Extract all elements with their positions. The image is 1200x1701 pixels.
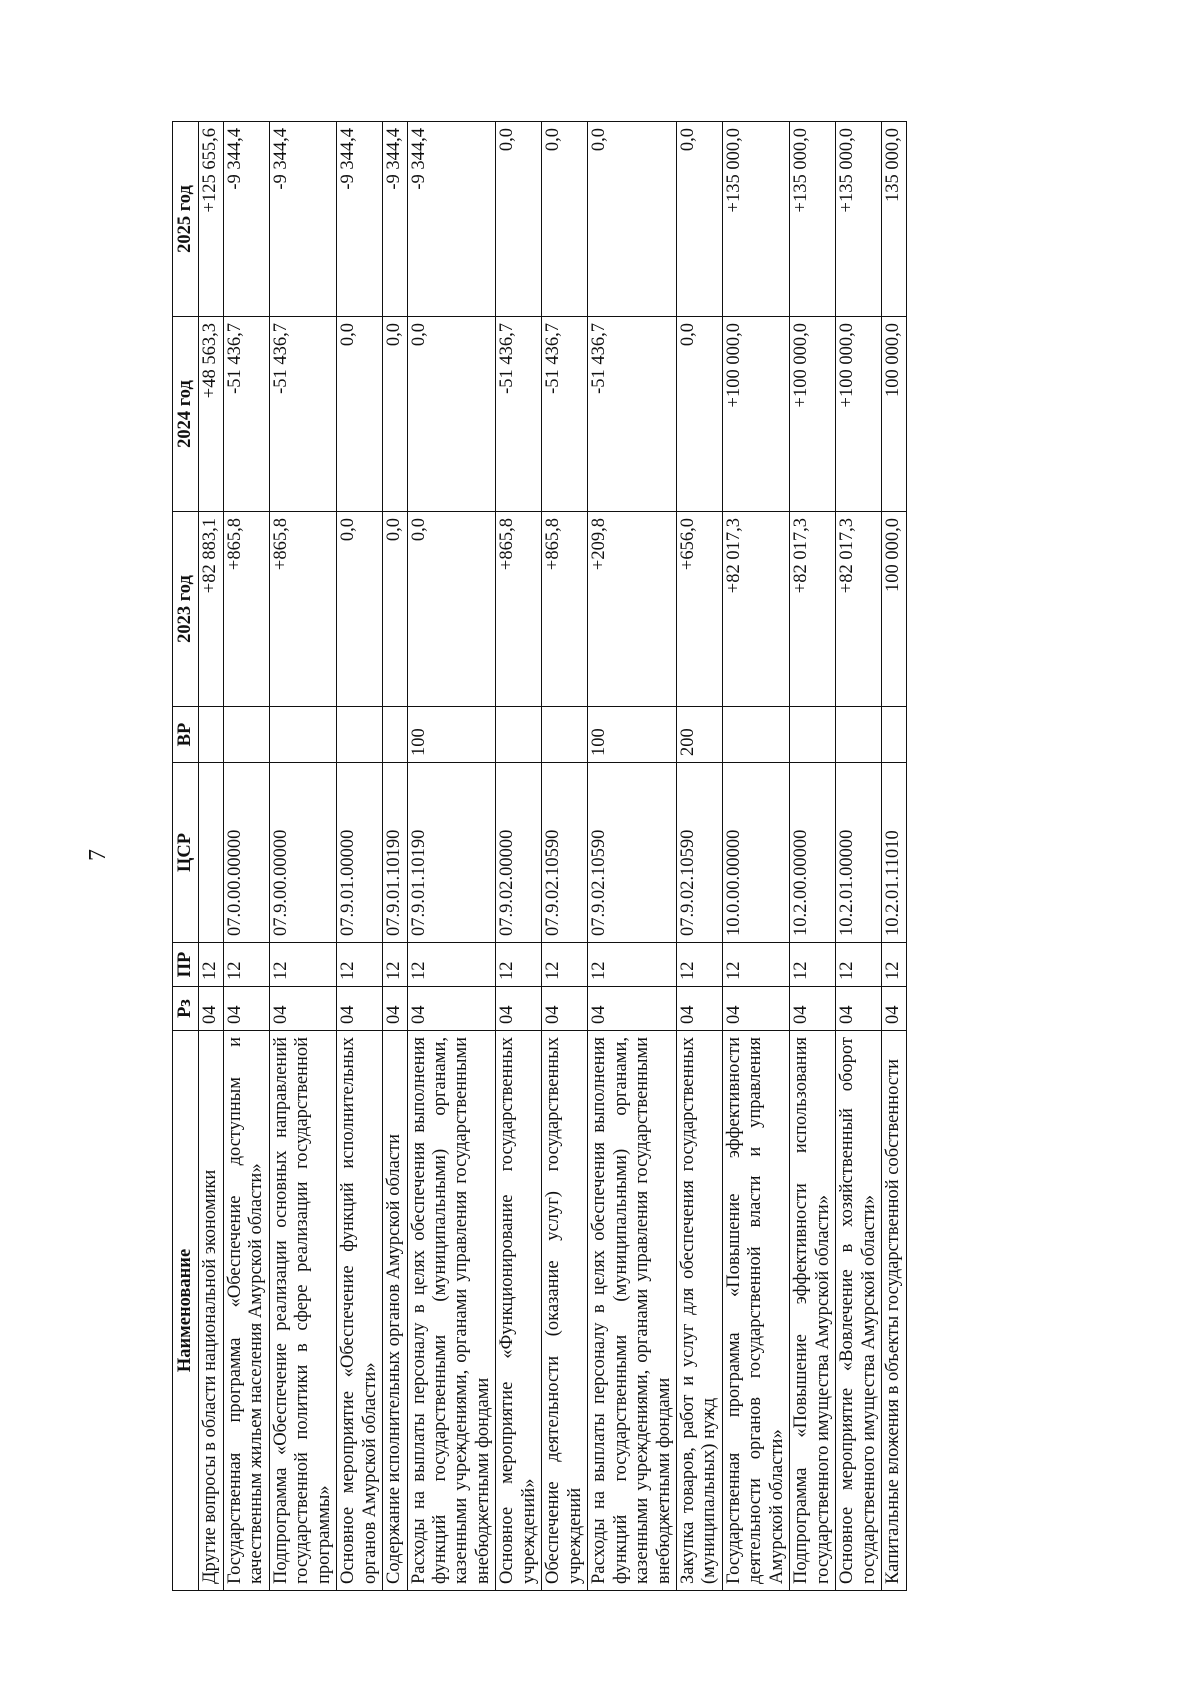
cell-2023: 0,0 [337, 512, 383, 707]
cell-2025: -9 344,4 [383, 122, 407, 317]
cell-2024: +100 000,0 [722, 317, 789, 512]
header-vr: ВР [173, 707, 199, 763]
cell-name: Государственная программа «Обеспечение доступным и качественным жильем населения Амурской области» [223, 1031, 269, 1591]
cell-vr [790, 707, 836, 763]
cell-2023: +82 883,1 [199, 512, 223, 707]
header-name: Наименование [173, 1031, 199, 1591]
cell-2025: -9 344,4 [223, 122, 269, 317]
cell-csr: 07.9.02.10590 [676, 763, 722, 943]
cell-2024: -51 436,7 [496, 317, 542, 512]
table-row [722, 122, 789, 1591]
cell-pr: 12 [790, 943, 836, 987]
cell-name: Обеспечение деятельности (оказание услуг) государственных учреждений [542, 1031, 588, 1591]
cell-2025: 0,0 [588, 122, 677, 317]
cell-vr [882, 707, 906, 763]
cell-vr [722, 707, 789, 763]
cell-csr: 07.9.01.10190 [407, 763, 496, 943]
cell-vr [383, 707, 407, 763]
cell-vr: 100 [407, 707, 496, 763]
cell-2024: 0,0 [407, 317, 496, 512]
cell-2023: +865,8 [269, 512, 336, 707]
cell-pr: 12 [676, 943, 722, 987]
cell-name: Содержание исполнительных органов Амурской области [383, 1031, 407, 1591]
budget-table [172, 121, 907, 1591]
header-2024: 2024 год [173, 317, 199, 512]
cell-2023: +656,0 [676, 512, 722, 707]
cell-2023: +82 017,3 [836, 512, 882, 707]
cell-2025: -9 344,4 [269, 122, 336, 317]
cell-rz: 04 [496, 987, 542, 1031]
table-header-row [173, 122, 199, 1591]
table-row [588, 122, 677, 1591]
cell-vr [269, 707, 336, 763]
cell-name: Капитальные вложения в объекты государственной собственности [882, 1031, 906, 1591]
rotated-table-container [172, 121, 907, 1591]
cell-csr: 07.9.01.10190 [383, 763, 407, 943]
cell-csr: 07.9.00.00000 [269, 763, 336, 943]
cell-2025: +135 000,0 [722, 122, 789, 317]
cell-2023: +865,8 [496, 512, 542, 707]
cell-pr: 12 [199, 943, 223, 987]
table-row [496, 122, 542, 1591]
cell-2024: +100 000,0 [790, 317, 836, 512]
cell-name: Государственная программа «Повышение эффективности деятельности органов государственной власти и управления Амурской области» [722, 1031, 789, 1591]
table-row [882, 122, 906, 1591]
cell-name: Расходы на выплаты персоналу в целях обеспечения выполнения функций государственными (муниципальными) органами, казенными учреждениями, органами управления государственными внебюджетными фондами [407, 1031, 496, 1591]
cell-name: Основное мероприятие «Обеспечение функций исполнительных органов Амурской области» [337, 1031, 383, 1591]
table-row [337, 122, 383, 1591]
cell-csr: 10.2.00.00000 [790, 763, 836, 943]
cell-2025: +135 000,0 [836, 122, 882, 317]
cell-rz: 04 [337, 987, 383, 1031]
cell-csr: 07.9.02.10590 [542, 763, 588, 943]
cell-pr: 12 [588, 943, 677, 987]
cell-2025: -9 344,4 [337, 122, 383, 317]
cell-2024: -51 436,7 [588, 317, 677, 512]
cell-2024: +48 563,3 [199, 317, 223, 512]
cell-csr: 07.9.02.10590 [588, 763, 677, 943]
cell-csr: 07.9.01.00000 [337, 763, 383, 943]
cell-name: Другие вопросы в области национальной экономики [199, 1031, 223, 1591]
cell-pr: 12 [722, 943, 789, 987]
cell-csr [199, 763, 223, 943]
cell-rz: 04 [407, 987, 496, 1031]
cell-pr: 12 [407, 943, 496, 987]
cell-rz: 04 [722, 987, 789, 1031]
cell-csr: 10.2.01.00000 [836, 763, 882, 943]
cell-2025: +135 000,0 [790, 122, 836, 317]
cell-2025: 0,0 [676, 122, 722, 317]
cell-pr: 12 [337, 943, 383, 987]
cell-2025: +125 655,6 [199, 122, 223, 317]
cell-2024: 0,0 [337, 317, 383, 512]
cell-name: Основное мероприятие «Вовлечение в хозяйственный оборот государственного имущества Амурской области» [836, 1031, 882, 1591]
cell-name: Подпрограмма «Повышение эффективности использования государственного имущества Амурской области» [790, 1031, 836, 1591]
cell-2024: -51 436,7 [269, 317, 336, 512]
cell-2023: +209,8 [588, 512, 677, 707]
cell-2024: 0,0 [383, 317, 407, 512]
cell-rz: 04 [542, 987, 588, 1031]
cell-vr: 100 [588, 707, 677, 763]
cell-rz: 04 [836, 987, 882, 1031]
cell-vr [496, 707, 542, 763]
cell-2025: 0,0 [542, 122, 588, 317]
cell-rz: 04 [588, 987, 677, 1031]
cell-name: Основное мероприятие «Функционирование государственных учреждений» [496, 1031, 542, 1591]
cell-rz: 04 [383, 987, 407, 1031]
table-row [836, 122, 882, 1591]
table-row [223, 122, 269, 1591]
cell-2023: +865,8 [223, 512, 269, 707]
cell-name: Подпрограмма «Обеспечение реализации основных направлений государственной политики в сфере реализации государственной программы» [269, 1031, 336, 1591]
cell-vr [337, 707, 383, 763]
header-2023: 2023 год [173, 512, 199, 707]
cell-2024: -51 436,7 [542, 317, 588, 512]
cell-2024: +100 000,0 [836, 317, 882, 512]
cell-pr: 12 [882, 943, 906, 987]
table-row [676, 122, 722, 1591]
table-row [407, 122, 496, 1591]
cell-2024: -51 436,7 [223, 317, 269, 512]
cell-2023: +82 017,3 [790, 512, 836, 707]
cell-2023: 0,0 [383, 512, 407, 707]
cell-csr: 07.0.00.00000 [223, 763, 269, 943]
cell-vr [836, 707, 882, 763]
cell-2024: 0,0 [676, 317, 722, 512]
cell-csr: 10.0.00.00000 [722, 763, 789, 943]
cell-rz: 04 [269, 987, 336, 1031]
table-body [199, 122, 906, 1591]
cell-vr: 200 [676, 707, 722, 763]
cell-pr: 12 [542, 943, 588, 987]
table-row [790, 122, 836, 1591]
header-rz: Рз [173, 987, 199, 1031]
table-row [199, 122, 223, 1591]
cell-pr: 12 [269, 943, 336, 987]
cell-rz: 04 [790, 987, 836, 1031]
cell-csr: 07.9.02.00000 [496, 763, 542, 943]
header-2025: 2025 год [173, 122, 199, 317]
cell-rz: 04 [199, 987, 223, 1031]
table-row [383, 122, 407, 1591]
cell-vr [199, 707, 223, 763]
cell-name: Закупка товаров, работ и услуг для обеспечения государственных (муниципальных) нужд [676, 1031, 722, 1591]
cell-pr: 12 [223, 943, 269, 987]
cell-rz: 04 [882, 987, 906, 1031]
table-row [542, 122, 588, 1591]
cell-2023: +82 017,3 [722, 512, 789, 707]
cell-2023: 100 000,0 [882, 512, 906, 707]
cell-vr [223, 707, 269, 763]
table-row [269, 122, 336, 1591]
cell-2023: 0,0 [407, 512, 496, 707]
cell-2023: +865,8 [542, 512, 588, 707]
cell-name: Расходы на выплаты персоналу в целях обеспечения выполнения функций государственными (муниципальными) органами, казенными учреждениями, органами управления государственными внебюджетными фондами [588, 1031, 677, 1591]
cell-rz: 04 [223, 987, 269, 1031]
cell-2025: 135 000,0 [882, 122, 906, 317]
cell-pr: 12 [496, 943, 542, 987]
cell-2025: 0,0 [496, 122, 542, 317]
page-number: 7 [85, 849, 111, 861]
cell-2025: -9 344,4 [407, 122, 496, 317]
cell-csr: 10.2.01.11010 [882, 763, 906, 943]
cell-pr: 12 [836, 943, 882, 987]
cell-rz: 04 [676, 987, 722, 1031]
cell-2024: 100 000,0 [882, 317, 906, 512]
header-pr: ПР [173, 943, 199, 987]
cell-pr: 12 [383, 943, 407, 987]
cell-vr [542, 707, 588, 763]
header-csr: ЦСР [173, 763, 199, 943]
